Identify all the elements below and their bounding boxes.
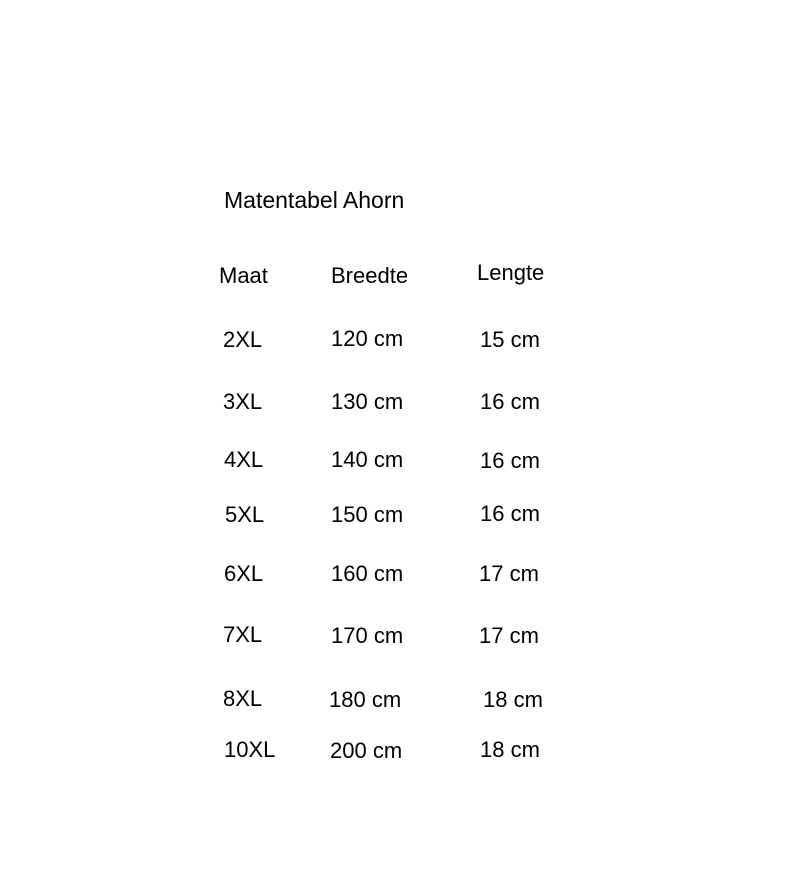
header-width: Breedte — [331, 263, 409, 288]
row-width: 130 cm — [331, 389, 404, 414]
row-width: 150 cm — [331, 502, 404, 527]
header-length: Lengte — [477, 260, 545, 285]
row-size: 8XL — [223, 686, 263, 711]
row-width: 120 cm — [331, 326, 404, 351]
row-width: 160 cm — [331, 561, 404, 586]
row-size: 5XL — [225, 502, 265, 527]
row-size: 10XL — [224, 737, 276, 762]
row-width: 140 cm — [331, 447, 404, 472]
row-length: 18 cm — [483, 687, 543, 712]
row-width: 170 cm — [331, 623, 404, 648]
header-size: Maat — [219, 263, 268, 288]
row-size: 4XL — [224, 447, 264, 472]
row-size: 3XL — [223, 389, 263, 414]
row-size: 2XL — [223, 327, 263, 352]
row-length: 16 cm — [480, 501, 540, 526]
row-length: 17 cm — [479, 623, 539, 648]
row-length: 17 cm — [479, 561, 539, 586]
row-size: 6XL — [224, 561, 264, 586]
row-length: 16 cm — [480, 389, 540, 414]
row-width: 180 cm — [329, 687, 402, 712]
row-length: 15 cm — [480, 327, 540, 352]
row-size: 7XL — [223, 622, 263, 647]
row-length: 16 cm — [480, 448, 540, 473]
row-length: 18 cm — [480, 737, 540, 762]
chart-title: Matentabel Ahorn — [224, 187, 405, 213]
row-width: 200 cm — [330, 738, 403, 763]
